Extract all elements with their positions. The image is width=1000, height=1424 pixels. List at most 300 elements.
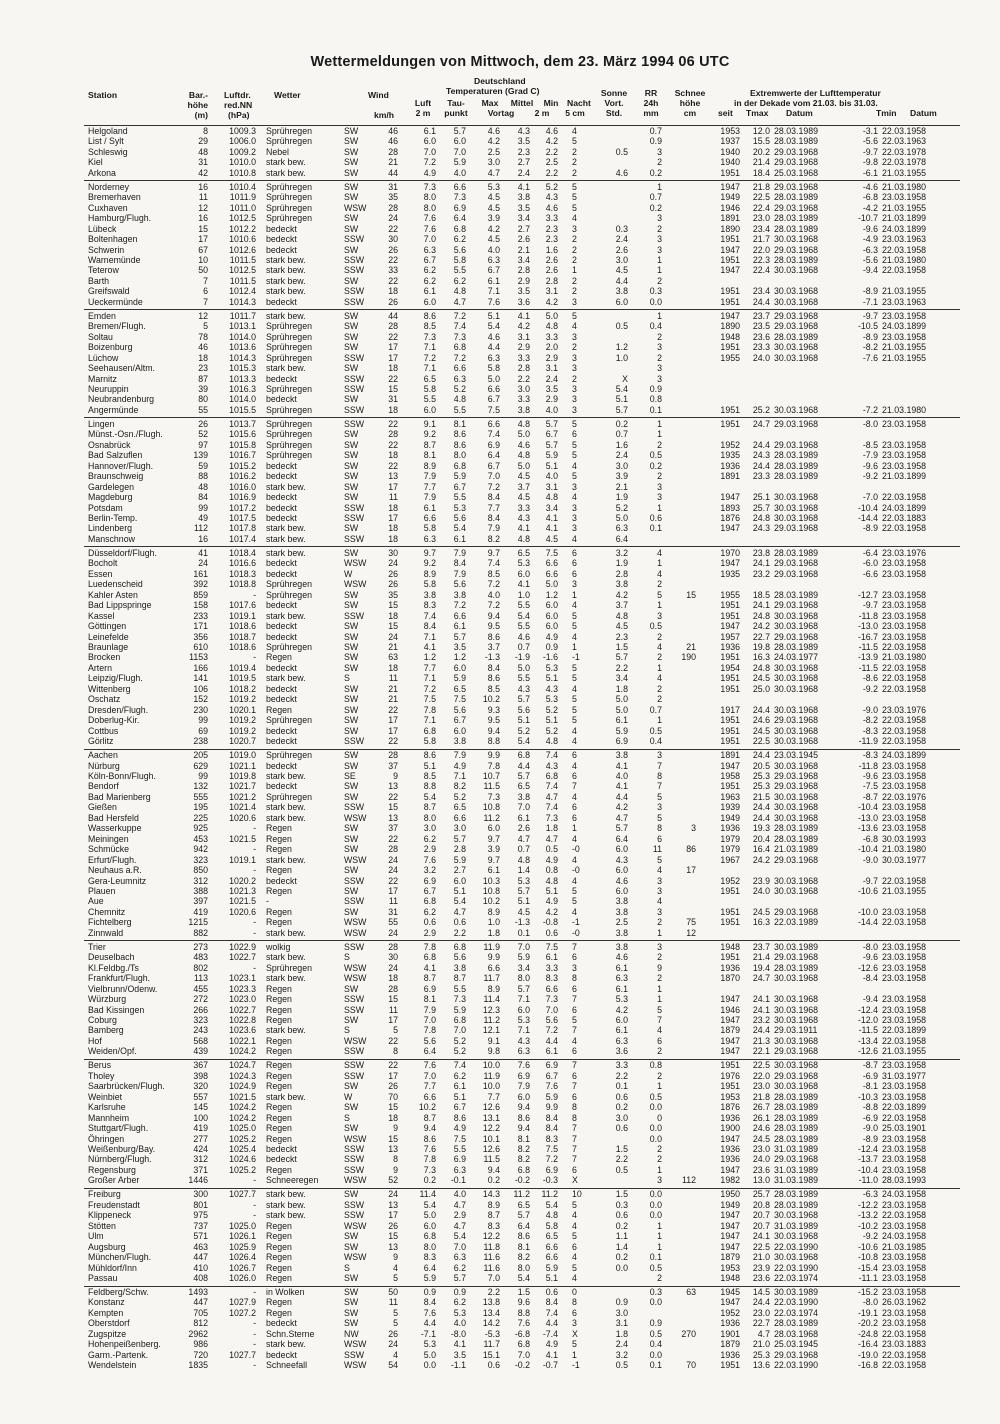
cell-wind-dir: WSW	[344, 1339, 367, 1350]
cell-min: 2.8	[545, 275, 558, 286]
cell-wind-dir: SW	[344, 1123, 359, 1134]
cell-tmin: -9.6	[862, 952, 878, 963]
cell-tmax-datum: 28.03.1989	[774, 1123, 819, 1134]
cell-wind-speed: 28	[388, 750, 398, 761]
cell-tmax-datum: 28.03.1989	[774, 460, 819, 471]
cell-sonne: 4.4	[615, 791, 628, 802]
cell-wetter: stark bew.	[266, 1199, 306, 1210]
cell-sonne: 3.2	[615, 1349, 628, 1360]
cell-station: Bad Lippspringe	[88, 600, 152, 611]
cell-tmax: 23.0	[752, 1143, 770, 1154]
cell-rr: 0.3	[649, 286, 662, 297]
cell-luft: 9.2	[423, 558, 436, 569]
cell-tmax: 26.1	[752, 1112, 770, 1123]
cell-station: Helgoland	[88, 126, 128, 136]
cell-rr: 1	[657, 429, 662, 440]
cell-nacht: 5	[572, 471, 577, 482]
cell-mittel: 6.1	[517, 812, 530, 823]
cell-wind-dir: WSW	[344, 1252, 367, 1263]
cell-taupunkt: 3.5	[453, 642, 466, 652]
cell-wind-speed: 55	[388, 917, 398, 928]
cell-tmin-datum: 23.03.1958	[882, 760, 927, 771]
cell-luft: 5.0	[423, 1210, 436, 1221]
cell-luft: 7.8	[423, 1154, 436, 1165]
cell-hoehe: 41	[198, 547, 208, 558]
cell-taupunkt: 5.5	[453, 404, 466, 415]
cell-min: 0.6	[545, 1287, 558, 1297]
cell-luftdruck: 1015.6	[229, 429, 256, 440]
cell-taupunkt: 7.5	[453, 1133, 466, 1144]
cell-taupunkt: 5.8	[453, 255, 466, 265]
cell-sonne: 1.5	[615, 1189, 628, 1200]
cell-mittel: 5.3	[517, 1014, 530, 1025]
cell-hoehe: 205	[193, 750, 208, 761]
cell-max: 6.6	[487, 384, 500, 394]
cell-nacht: 2	[572, 286, 577, 297]
cell-wetter: stark bew.	[266, 1025, 306, 1036]
cell-taupunkt: -0.1	[450, 1175, 466, 1186]
cell-tmin-datum: 23.03.1958	[882, 823, 927, 834]
cell-hoehe: 320	[193, 1081, 208, 1092]
cell-mittel: 4.8	[517, 854, 530, 865]
cell-taupunkt: 4.7	[453, 1199, 466, 1210]
cell-wetter: Regen	[266, 1112, 292, 1123]
cell-taupunkt: 7.0	[453, 1241, 466, 1252]
cell-taupunkt: 6.6	[453, 181, 466, 192]
cell-tmax: 21.0	[752, 1252, 770, 1263]
cell-wetter: Regen	[266, 983, 292, 994]
cell-max: 8.4	[487, 662, 500, 673]
cell-hoehe: 18	[198, 352, 208, 363]
cell-tmin: -11.1	[858, 1272, 878, 1283]
cell-wind-dir: SW	[344, 342, 359, 353]
cell-taupunkt: 7.9	[453, 568, 466, 579]
cell-mittel: 6.5	[517, 1199, 530, 1210]
cell-tmin-datum: 23.03.1958	[882, 802, 927, 813]
cell-luftdruck: 1019.2	[229, 715, 256, 726]
cell-nacht: 6	[572, 1307, 577, 1318]
cell-taupunkt: 5.4	[453, 1231, 466, 1242]
cell-min: 6.0	[545, 621, 558, 632]
cell-min: 2.4	[545, 373, 558, 384]
cell-tmin: -10.7	[857, 213, 878, 224]
cell-luftdruck: 1016.7	[229, 450, 256, 461]
cell-nacht: 5	[572, 673, 577, 684]
cell-max: 9.5	[487, 621, 500, 632]
table-row	[78, 1273, 962, 1283]
cell-wetter: Sprühregen	[266, 962, 312, 973]
cell-taupunkt: 7.0	[453, 146, 466, 157]
cell-max: 4.5	[487, 234, 500, 245]
cell-min: 5.1	[545, 1272, 558, 1283]
cell-tmin: -12.0	[857, 1014, 878, 1025]
cell-sonne: 5.7	[615, 823, 628, 834]
cell-luftdruck: 1022.1	[229, 1035, 256, 1046]
cell-hoehe: 7	[203, 275, 208, 286]
cell-tmax: 24.4	[752, 460, 770, 471]
cell-luft: 5.5	[423, 394, 436, 405]
cell-seit: 1982	[720, 1175, 740, 1186]
cell-hoehe: 277	[193, 1133, 208, 1144]
cell-tmax-datum: 29.03.1968	[774, 906, 819, 917]
cell-hoehe: 312	[193, 1154, 208, 1165]
cell-luft: 7.1	[423, 631, 436, 642]
cell-wind-speed: 9	[393, 1252, 398, 1263]
table-row	[78, 297, 962, 307]
cell-tmax: 16.3	[752, 917, 770, 928]
cell-min: 3.3	[545, 962, 558, 973]
cell-tmax: 24.2	[752, 621, 770, 632]
cell-tmin-datum: 23.03.1958	[882, 460, 927, 471]
cell-wind-dir: SSW	[344, 994, 365, 1005]
cell-tmin: -8.1	[862, 1081, 878, 1092]
cell-tmax: 24.5	[752, 673, 770, 684]
cell-min: 3.3	[545, 213, 558, 224]
cell-luft: 6.4	[423, 1262, 436, 1273]
cell-tmin-datum: 22.03.1958	[882, 265, 927, 276]
table-row	[78, 224, 962, 234]
cell-station: Hof	[88, 1035, 102, 1046]
cell-wetter: bedeckt	[266, 223, 297, 234]
cell-station: Göttingen	[88, 621, 127, 632]
cell-sonne: 5.3	[615, 994, 628, 1005]
cell-rr: 3	[657, 906, 662, 917]
cell-wetter: Nebel	[266, 146, 289, 157]
cell-luftdruck: -	[253, 1210, 256, 1221]
cell-mittel: 4.5	[517, 492, 530, 503]
cell-tmax-datum: 28.03.1989	[774, 1318, 819, 1329]
cell-rr: 4	[657, 673, 662, 684]
cell-station: Luedenscheid	[88, 579, 143, 590]
cell-luftdruck: 1020.7	[229, 736, 256, 747]
cell-wetter: Sprühregen	[266, 450, 312, 461]
cell-luftdruck: 1006.0	[229, 136, 256, 147]
cell-sonne: 4.5	[615, 265, 628, 276]
cell-nacht: 1	[572, 1349, 577, 1360]
cell-wind-dir: SSW	[344, 1060, 365, 1071]
cell-wetter: Regen	[266, 1220, 292, 1231]
cell-rr: 0.5	[649, 450, 662, 461]
cell-station: Schwerin	[88, 244, 125, 255]
cell-wind-speed: 24	[388, 927, 398, 938]
cell-wind-speed: 28	[388, 941, 398, 952]
cell-wind-dir: WSW	[344, 962, 367, 973]
cell-tmin-datum: 23.03.1958	[882, 1272, 927, 1283]
cell-tmax-datum: 30.03.1968	[774, 760, 819, 771]
cell-mittel: 2.8	[517, 265, 530, 276]
cell-hoehe: 455	[193, 983, 208, 994]
cell-seit: 1948	[720, 331, 740, 342]
cell-hoehe: 16	[198, 213, 208, 224]
cell-tmin-datum: 23.03.1976	[882, 547, 927, 558]
cell-nacht: 6	[572, 812, 577, 823]
cell-luftdruck: 1021.5	[229, 1091, 256, 1102]
cell-sonne: 3.0	[615, 1112, 628, 1123]
cell-luftdruck: -	[253, 1287, 256, 1297]
cell-rr: 2	[657, 471, 662, 482]
cell-wetter: Regen	[266, 885, 292, 896]
cell-seit: 1947	[720, 1046, 740, 1057]
cell-tmin-datum: 24.03.1899	[882, 502, 927, 513]
cell-station: Frankfurt/Flugh.	[88, 973, 151, 984]
cell-nacht: 2	[572, 373, 577, 384]
cell-luftdruck: 1019.2	[229, 694, 256, 705]
cell-luft: 6.1	[423, 286, 436, 297]
table-row	[78, 886, 962, 896]
cell-tmin: -4.6	[862, 181, 878, 192]
cell-max: 6.3	[487, 352, 500, 363]
cell-max: 3.9	[487, 844, 500, 855]
cell-tmin-datum: 23.03.1958	[882, 589, 927, 600]
table-row	[78, 781, 962, 791]
cell-taupunkt: 6.8	[453, 223, 466, 234]
cell-tmax: 19.3	[752, 823, 770, 834]
cell-tmax-datum: 28.03.1989	[774, 213, 819, 224]
cell-max: 7.4	[487, 429, 500, 440]
cell-tmin: -10.3	[857, 1091, 878, 1102]
cell-min: 6.6	[545, 1252, 558, 1263]
cell-min: 5.7	[545, 418, 558, 429]
cell-wind-speed: 28	[388, 146, 398, 157]
cell-rr: 2	[657, 1272, 662, 1283]
cell-tmin: -9.4	[862, 994, 878, 1005]
cell-wind-dir: SSW	[344, 373, 365, 384]
cell-nacht: 3	[572, 384, 577, 394]
cell-mittel: 3.3	[517, 394, 530, 405]
cell-nacht: 8	[572, 973, 577, 984]
cell-min: -0.7	[542, 1360, 558, 1371]
cell-seit: 1976	[720, 1070, 740, 1081]
cell-luft: 7.6	[423, 1143, 436, 1154]
cell-rr: 0.5	[649, 1328, 662, 1339]
cell-station: Lingen	[88, 418, 115, 429]
cell-tmin-datum: 23.03.1958	[882, 418, 927, 429]
cell-tmin-datum: 24.03.1899	[882, 223, 927, 234]
cell-tmin: -10.6	[857, 1241, 878, 1252]
cell-hoehe: 87	[198, 373, 208, 384]
cell-wetter: stark bew.	[266, 1091, 306, 1102]
cell-hoehe: 571	[193, 1231, 208, 1242]
cell-luft: 7.8	[423, 1025, 436, 1036]
cell-hoehe: 59	[198, 460, 208, 471]
cell-wind-dir: SW	[344, 157, 359, 168]
cell-max: 9.8	[487, 1046, 500, 1057]
cell-seit: 1951	[720, 1360, 740, 1371]
cell-hoehe: 986	[193, 1339, 208, 1350]
cell-wetter: Regen	[266, 865, 292, 876]
cell-tmax: 18.4	[752, 167, 770, 178]
table-row	[78, 353, 962, 363]
cell-wind-speed: 4	[393, 1349, 398, 1360]
cell-tmax: 25.2	[752, 404, 770, 415]
table-row	[78, 1081, 962, 1091]
cell-seit: 1936	[720, 642, 740, 652]
cell-hoehe: 99	[198, 715, 208, 726]
cell-seit: 1937	[720, 136, 740, 147]
cell-tmin-datum: 21.03.1899	[882, 471, 927, 482]
cell-taupunkt: 6.8	[453, 1014, 466, 1025]
header-druck: Luftdr.	[224, 90, 251, 100]
table-row	[78, 192, 962, 202]
cell-luft: 7.6	[423, 223, 436, 234]
cell-hoehe: 8	[203, 126, 208, 136]
cell-nacht: 4	[572, 854, 577, 865]
cell-tmin: -6.3	[862, 244, 878, 255]
cell-tmin: -9.4	[862, 265, 878, 276]
cell-nacht: 4	[572, 321, 577, 332]
cell-tmin: -9.6	[862, 460, 878, 471]
cell-wind-speed: 15	[388, 384, 398, 394]
table-row	[78, 1060, 962, 1070]
cell-wind-speed: 13	[388, 1143, 398, 1154]
cell-tmax: 24.0	[752, 352, 770, 363]
cell-luftdruck: 1018.7	[229, 631, 256, 642]
cell-tmax: 21.4	[752, 157, 770, 168]
cell-min: 7.2	[545, 1154, 558, 1165]
cell-tmax: 25.0	[752, 683, 770, 694]
cell-rr: 2	[657, 1143, 662, 1154]
cell-max: 1.8	[487, 927, 500, 938]
cell-tmax: 22.5	[752, 192, 770, 203]
cell-max: 8.5	[487, 683, 500, 694]
cell-tmax: 23.3	[752, 471, 770, 482]
cell-max: 1.0	[487, 917, 500, 928]
cell-luftdruck: 1014.0	[229, 331, 256, 342]
cell-luft: 7.8	[423, 704, 436, 715]
cell-seit: 1947	[720, 523, 740, 534]
cell-luft: 7.0	[423, 234, 436, 245]
cell-sonne: 6.1	[615, 1025, 628, 1036]
cell-wind-dir: SW	[344, 704, 359, 715]
cell-luftdruck: 1020.6	[229, 906, 256, 917]
cell-station: Hamburg/Flugh.	[88, 213, 152, 224]
cell-rr: 2	[657, 952, 662, 963]
cell-nacht: 6	[572, 547, 577, 558]
cell-wetter: Regen	[266, 994, 292, 1005]
cell-luftdruck: 1024.9	[229, 1081, 256, 1092]
cell-seit: 1957	[720, 631, 740, 642]
cell-luftdruck: 1013.6	[229, 342, 256, 353]
cell-tmax: 23.4	[752, 286, 770, 297]
cell-taupunkt: 6.6	[453, 363, 466, 374]
cell-wind-speed: 22	[388, 275, 398, 286]
cell-wind-dir: SW	[344, 589, 359, 600]
cell-sonne: 4.2	[615, 802, 628, 813]
table-row	[78, 1242, 962, 1252]
cell-rr: 0.8	[649, 394, 662, 405]
cell-wind-dir: SW	[344, 275, 359, 286]
cell-tmin-datum: 23.03.1958	[882, 439, 927, 450]
cell-tmax-datum: 29.03.1968	[774, 1046, 819, 1057]
cell-wetter: Regen	[266, 652, 292, 663]
table-row	[78, 1071, 962, 1081]
cell-rr: 0.5	[649, 1262, 662, 1273]
cell-mittel: 4.8	[517, 450, 530, 461]
cell-tmin: -12.6	[857, 962, 878, 973]
cell-max: 9.4	[487, 610, 500, 621]
cell-max: 10.0	[482, 1060, 500, 1071]
cell-taupunkt: 3.5	[453, 1349, 466, 1360]
cell-hoehe: 7	[203, 296, 208, 307]
cell-wind-speed: 22	[388, 223, 398, 234]
cell-luftdruck: 1018.4	[229, 547, 256, 558]
header-hoehe-3: (m)	[194, 110, 208, 120]
cell-mittel: 5.3	[517, 875, 530, 886]
header-min: Min	[543, 98, 559, 108]
cell-max: 11.9	[483, 1070, 500, 1081]
cell-tmax: 24.1	[752, 994, 770, 1005]
table-row	[78, 907, 962, 917]
cell-station: Leipzig/Flugh.	[88, 673, 143, 684]
cell-station: Weiden/Opf.	[88, 1046, 137, 1057]
cell-wind-speed: 28	[388, 844, 398, 855]
cell-wind-dir: SSW	[344, 296, 365, 307]
cell-mittel: 5.7	[517, 694, 530, 705]
cell-max: 7.0	[487, 1272, 500, 1283]
cell-max: 4.0	[487, 589, 500, 600]
cell-luftdruck: 1025.4	[229, 1143, 256, 1154]
cell-max: 7.1	[487, 286, 500, 297]
cell-mittel: 4.7	[517, 833, 530, 844]
cell-hoehe: 371	[193, 1164, 208, 1175]
cell-hoehe: 392	[193, 579, 208, 590]
cell-rr: 5	[657, 1004, 662, 1015]
cell-min: 4.8	[545, 1210, 558, 1221]
cell-luftdruck: 1019.2	[229, 725, 256, 736]
cell-wind-speed: 31	[388, 394, 398, 405]
cell-rr: 1	[657, 1241, 662, 1252]
cell-nacht: 5	[572, 662, 577, 673]
cell-max: 12.6	[482, 1102, 500, 1113]
cell-seit: 1947	[720, 265, 740, 276]
cell-rr: 0.7	[649, 192, 662, 203]
cell-station: Öhringen	[88, 1133, 125, 1144]
cell-wind-dir: SW	[344, 244, 359, 255]
table-row	[78, 384, 962, 394]
cell-luftdruck: -	[253, 1175, 256, 1186]
cell-mittel: 1.0	[517, 589, 530, 600]
table-row	[78, 471, 962, 481]
cell-sonne: 2.4	[615, 1339, 628, 1350]
cell-sonne: 1.6	[615, 439, 628, 450]
cell-tmax-datum: 30.03.1968	[774, 234, 819, 245]
cell-seit: 1951	[720, 1060, 740, 1071]
cell-rr: 5	[657, 854, 662, 865]
cell-luftdruck: 1014.3	[229, 352, 256, 363]
cell-wetter: Regen	[266, 1081, 292, 1092]
cell-rr: 0.4	[649, 1339, 662, 1350]
cell-tmax: 23.0	[752, 1081, 770, 1092]
cell-sonne: 0.6	[615, 1123, 628, 1134]
cell-wetter: bedeckt	[266, 513, 297, 523]
cell-max: 8.9	[487, 1199, 500, 1210]
cell-taupunkt: 5.9	[453, 854, 466, 865]
cell-tmin-datum: 22.03.1883	[882, 513, 927, 523]
cell-luft: 6.2	[423, 906, 436, 917]
cell-mittel: 7.0	[517, 1349, 530, 1360]
cell-nacht: 5	[572, 181, 577, 192]
cell-max: 3.7	[487, 642, 500, 652]
cell-station: Bocholt	[88, 558, 118, 569]
cell-wind-speed: 54	[388, 1360, 398, 1371]
cell-luftdruck: 1022.7	[229, 952, 256, 963]
cell-mittel: 3.5	[517, 286, 530, 297]
cell-wind-dir: SW	[344, 321, 359, 332]
cell-nacht: 7	[572, 1123, 577, 1134]
cell-rr: 3	[657, 802, 662, 813]
cell-wetter: bedeckt	[266, 683, 297, 694]
cell-tmin: -11.9	[858, 736, 878, 747]
